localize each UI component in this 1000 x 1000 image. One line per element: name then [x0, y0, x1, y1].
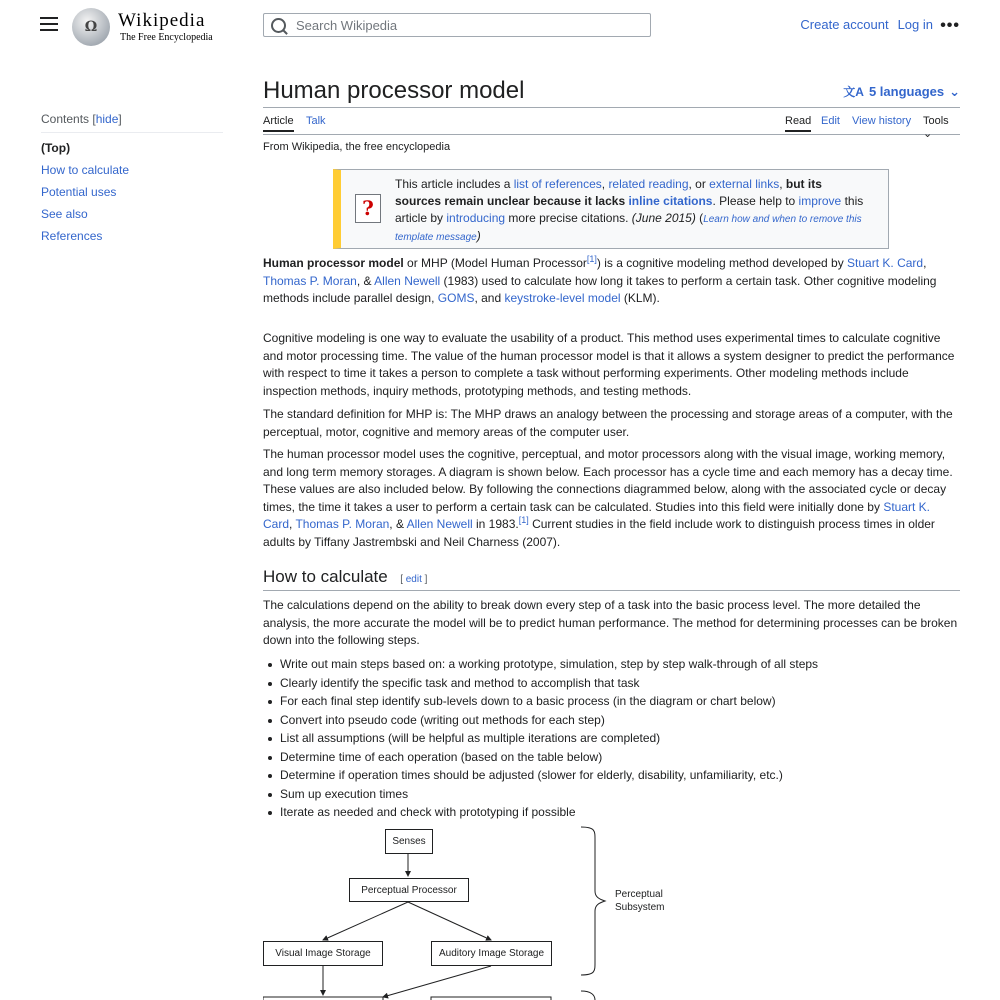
chevron-down-icon: ⌄: [923, 128, 933, 140]
list-item: Determine time of each operation (based on the table below): [280, 748, 818, 767]
toc-item-potential-uses[interactable]: Potential uses: [41, 185, 117, 199]
tools-menu[interactable]: [923, 115, 960, 140]
user-links: [800, 17, 933, 32]
tab-edit[interactable]: Edit: [821, 115, 840, 127]
steps-list: [280, 655, 818, 822]
toc-item-references[interactable]: References: [41, 229, 103, 243]
toc-item-how-to-calculate[interactable]: How to calculate: [41, 163, 130, 177]
improve-link[interactable]: improve: [798, 194, 842, 208]
list-item: Write out main steps based on: a working prototype, simulation, step by step walk-through of all steps: [280, 655, 818, 674]
tab-article[interactable]: Article: [263, 115, 294, 132]
site-title: Wikipedia: [118, 10, 206, 31]
toc-label: Contents: [41, 112, 90, 126]
goms-link[interactable]: GOMS: [437, 291, 475, 305]
auditory-image-storage-box: Auditory Image Storage: [431, 941, 552, 966]
list-item: Clearly identify the specific task and method to accomplish that task: [280, 674, 818, 693]
newell-link[interactable]: Allen Newell: [406, 517, 473, 531]
site-tagline: The Free Encyclopedia: [120, 32, 213, 43]
newell-link[interactable]: Allen Newell: [374, 273, 441, 288]
page-title: Human processor model: [263, 77, 525, 104]
visual-image-storage-box: Visual Image Storage: [263, 941, 383, 966]
tab-view-history[interactable]: View history: [852, 115, 912, 127]
section-title: How to calculate: [263, 567, 388, 586]
list-item: Iterate as needed and check with prototyping if possible: [280, 803, 818, 822]
page-tabs: [263, 112, 960, 140]
toc-item-top[interactable]: (Top): [41, 141, 71, 155]
section-heading: [263, 566, 960, 591]
related-reading-link[interactable]: related reading: [608, 177, 689, 191]
main-menu-button[interactable]: [40, 17, 58, 33]
senses-box: Senses: [385, 829, 433, 854]
toc-item-see-also[interactable]: See also: [41, 207, 88, 221]
tools-label: Tools: [923, 115, 949, 127]
perceptual-subsystem-label: Perceptual Subsystem: [615, 889, 665, 913]
list-of-references-link[interactable]: list of references: [513, 177, 602, 191]
perceptual-processor-box: Perceptual Processor: [349, 878, 469, 902]
translate-icon: 文A: [843, 85, 864, 99]
learn-more-link[interactable]: Learn how and when to remove this template message: [395, 214, 862, 243]
hamburger-bar: [40, 29, 58, 31]
inline-citations-link[interactable]: inline citations: [628, 194, 713, 208]
section-edit: [ edit ]: [400, 574, 428, 585]
log-in-link[interactable]: Log in: [897, 17, 933, 32]
search-icon: [271, 18, 286, 33]
paragraph-processors: The human processor model uses the cognitive, perceptual, and motor processors along with the visual image, working memory, and long term memory storages. A diagram is shown below. Each processor has a cycle time and each memory has a decay time. These values are also included below. By following the connections diagrammed below, along with the associated cycle or decay times, the time it takes a user to perform a certain task can be calculated. Studies into this field were initially done by Stuart K. Card, Thomas P. Moran, & Allen Newell in 1983.[1] Current studies in the field include work to distinguish process times in older adults by Tiffany Jastrembski and Neil Charness (2007).: [263, 447, 953, 549]
intro-paragraph: Human processor model or MHP (Model Human Processor[1]) is a cognitive modeling method developed by Stuart K. Card, Thomas P. Moran, & Allen Newell (1983) used to calculate how long it takes to perform a certain task. Other cognitive modeling methods include parallel design, GOMS, and keystroke-level model (KLM).: [263, 254, 937, 305]
external-links-link[interactable]: external links: [709, 177, 780, 191]
moran-link[interactable]: Thomas P. Moran: [295, 517, 390, 531]
question-book-icon: ?: [355, 194, 381, 223]
list-item: For each final step identify sub-levels down to a basic process (in the diagram or chart below): [280, 692, 818, 711]
search-box[interactable]: [263, 13, 651, 37]
toc-hide-button[interactable]: hide: [95, 112, 119, 126]
card-link[interactable]: Stuart K. Card: [263, 499, 930, 531]
mhp-diagram: [263, 825, 683, 1000]
section-edit-link[interactable]: edit: [405, 574, 422, 585]
reference-1[interactable]: [1]: [586, 254, 597, 264]
moran-link[interactable]: Thomas P. Moran: [263, 273, 357, 288]
tab-read[interactable]: Read: [785, 115, 811, 132]
from-wikipedia: From Wikipedia, the free encyclopedia: [263, 141, 451, 153]
more-options-icon[interactable]: •••: [940, 17, 960, 34]
toc-header: Contents [hide]: [41, 112, 223, 133]
introducing-link[interactable]: introducing: [446, 211, 506, 225]
reference-1[interactable]: [1]: [518, 515, 529, 525]
list-item: Sum up execution times: [280, 785, 818, 804]
citation-notice: [333, 169, 889, 249]
hamburger-bar: [40, 23, 58, 25]
paragraph-usability: Cognitive modeling is one way to evaluate the usability of a product. This method uses experimental times to calculate cognitive and motor processing time. The value of the human processor model is that it allows a system designer to predict the performance with respect to time it takes a person to complete a task without performing experiments. Other modeling methods include inspection methods, inquiry methods, prototyping methods, and testing methods.: [263, 331, 955, 398]
list-item: Convert into pseudo code (writing out methods for each step): [280, 711, 818, 730]
create-account-link[interactable]: Create account: [800, 17, 889, 32]
card-link[interactable]: Stuart K. Card: [847, 256, 924, 270]
search-input[interactable]: [294, 17, 618, 34]
tab-talk[interactable]: Talk: [306, 115, 326, 127]
table-of-contents: [41, 112, 223, 243]
wikipedia-globe-icon: Ω: [72, 8, 110, 46]
chevron-down-icon: ⌄: [949, 83, 960, 99]
language-button[interactable]: [843, 83, 960, 100]
wordmark: [118, 11, 213, 43]
list-item: List all assumptions (will be helpful as multiple iterations are completed): [280, 729, 818, 748]
wikipedia-logo[interactable]: [72, 8, 213, 46]
klm-link[interactable]: keystroke-level model: [504, 291, 621, 305]
paragraph-definition: The standard definition for MHP is: The MHP draws an analogy between the processing and storage areas of a computer, with the perceptual, motor, cognitive and memory areas of the computer user.: [263, 407, 953, 439]
list-item: Determine if operation times should be adjusted (slower for elderly, disability, unfamiliarity, etc.): [280, 766, 818, 785]
language-count: 5 languages: [868, 84, 945, 99]
notice-text: This article includes a list of references, related reading, or external links, but its sources remain unclear because it lacks inline citations. Please help to improve this article by introducing more precise citations. (June 2015) (Learn how and when to remove this template message): [395, 177, 864, 243]
title-row: [263, 77, 960, 108]
paragraph-calculations: The calculations depend on the ability to break down every step of a task into the basic process level. The more detailed the analysis, the more accurate the model will be to predict human performance. The method for determining processes can be broken down into the following steps.: [263, 598, 958, 647]
hamburger-bar: [40, 17, 58, 19]
